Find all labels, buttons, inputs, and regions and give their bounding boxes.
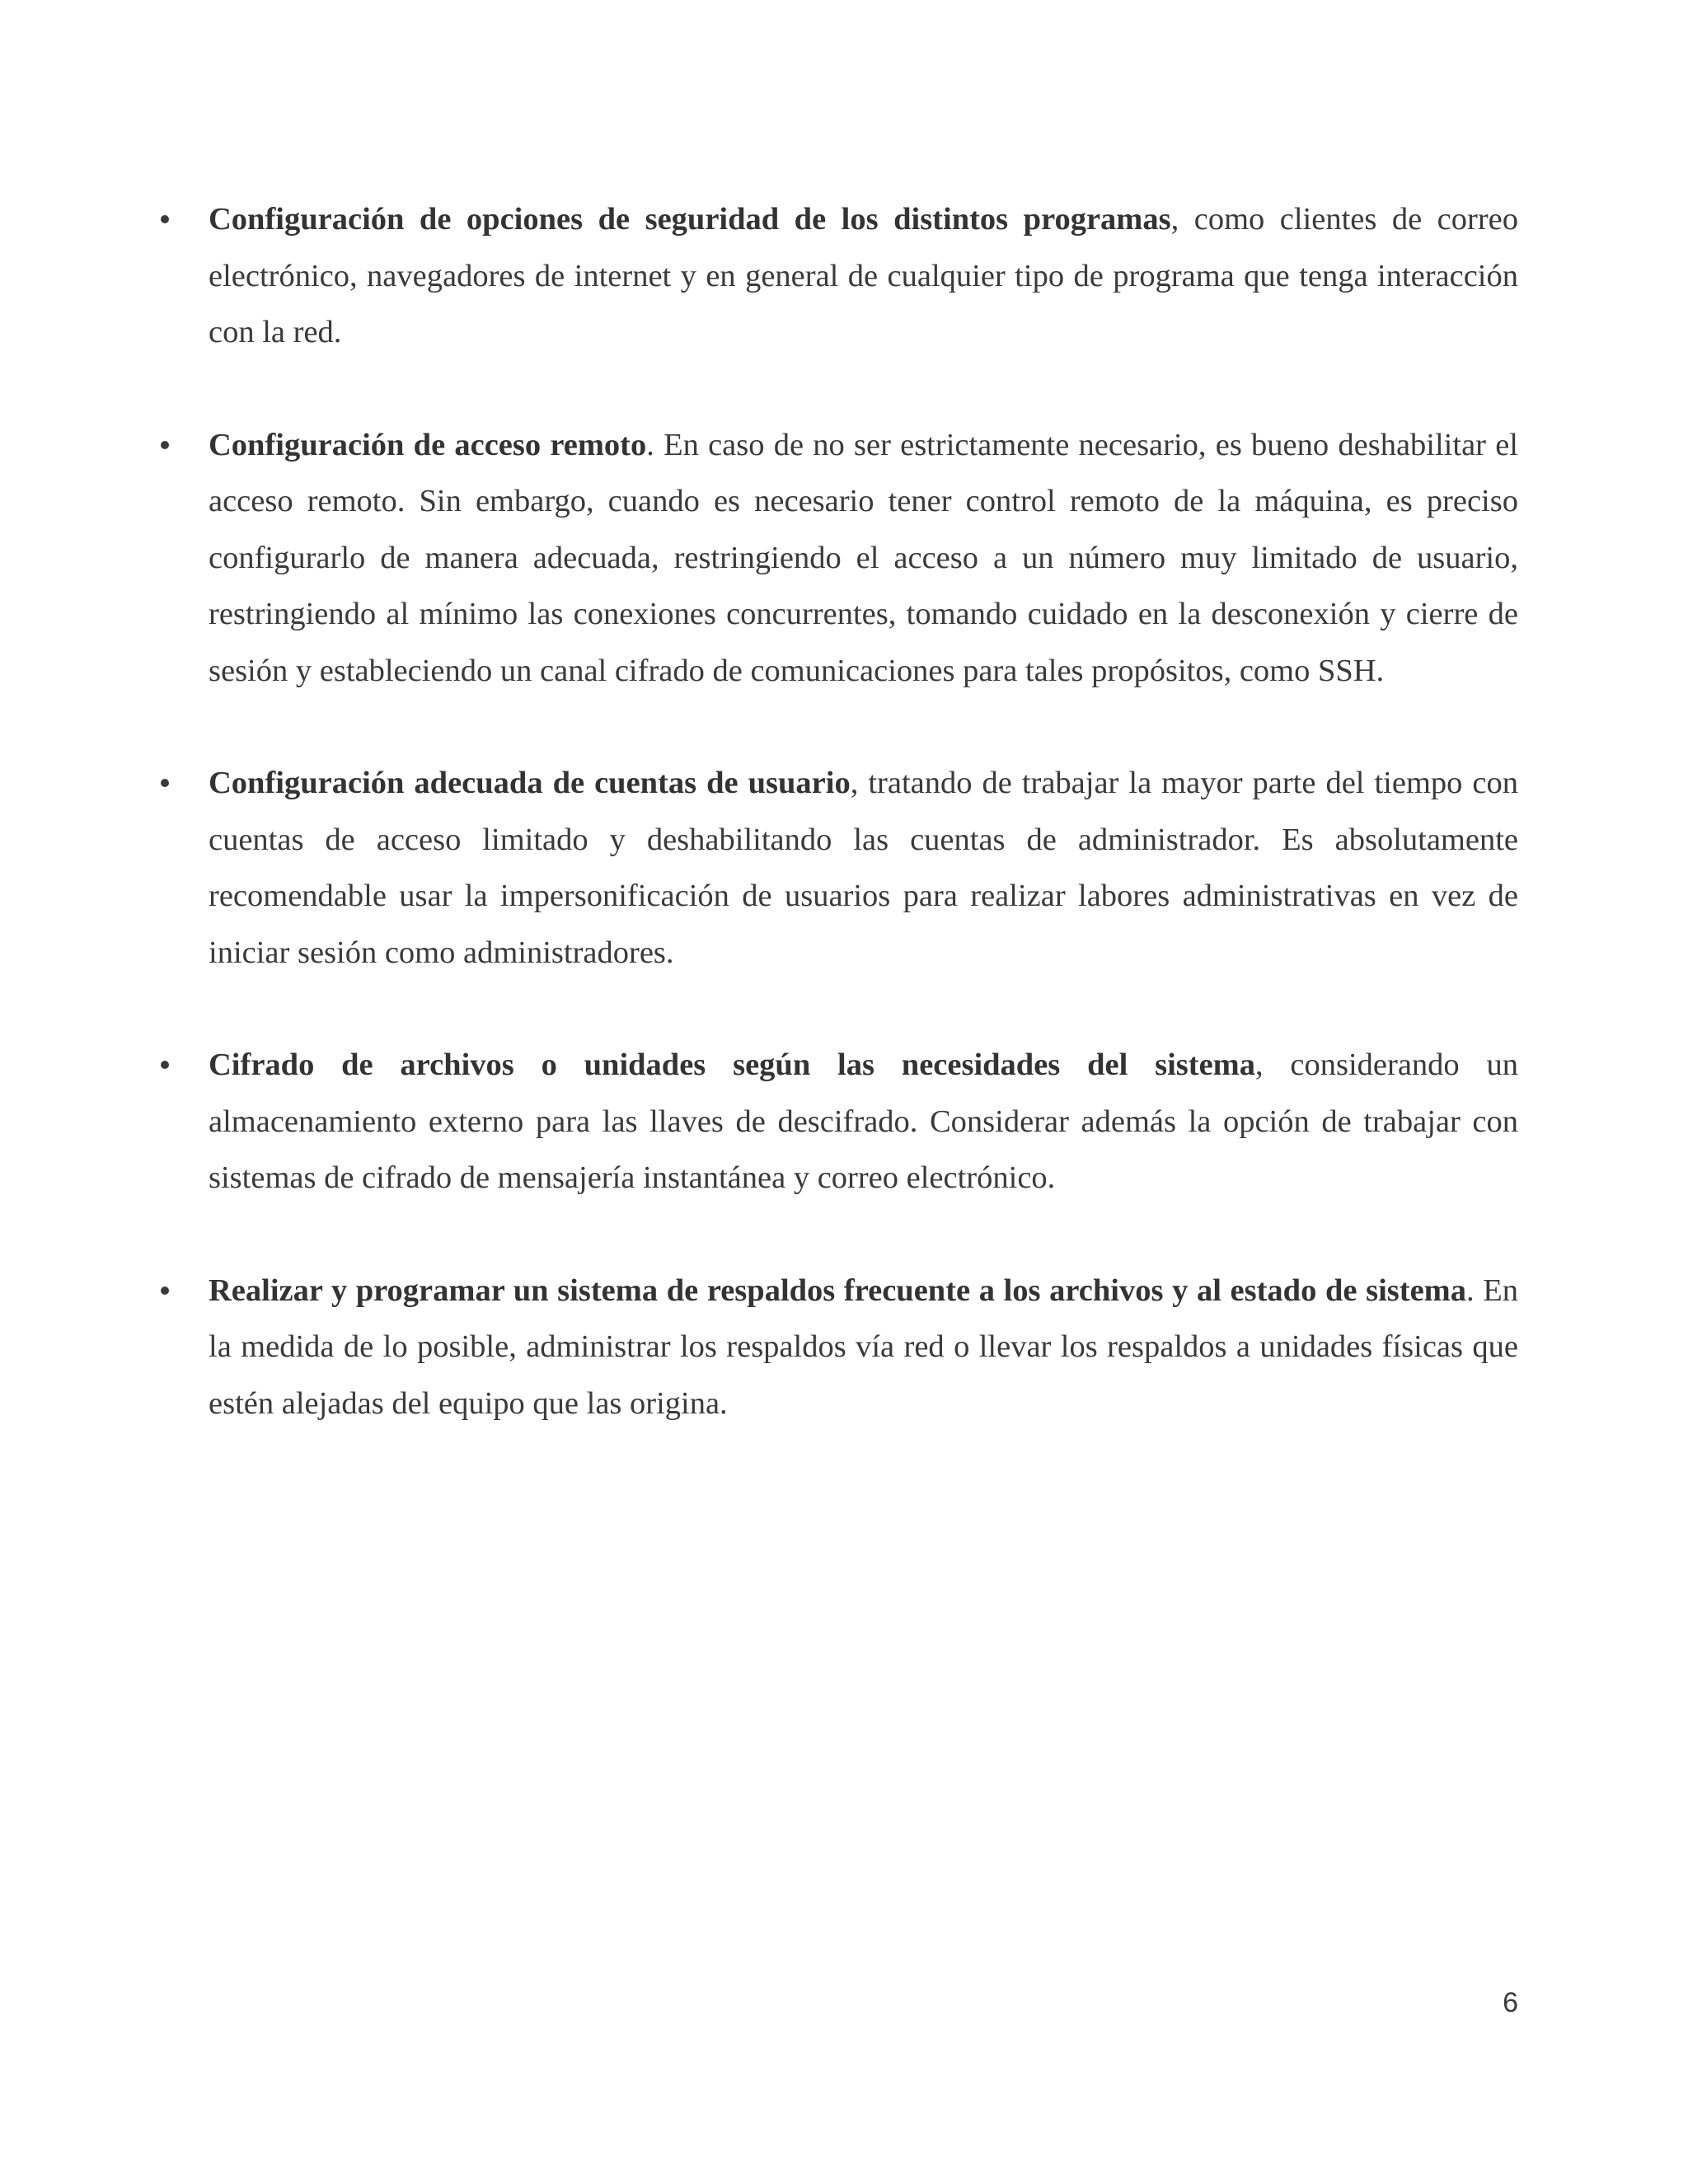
list-item — [157, 1263, 1518, 1432]
item-heading: Configuración de opciones de seguridad de los distintos programas — [209, 202, 1171, 237]
list-item — [157, 1037, 1518, 1207]
bullet-icon — [159, 755, 171, 812]
item-text: , tratando de trabajar la mayor parte del tiempo con cuentas de acceso limitado y deshabilitando las cuentas de administrador. Es absolutamente recomendable usar la impersonificación de usuarios para realizar labores administrativas en vez de iniciar sesión como administradores. — [209, 766, 1518, 970]
bullet-icon — [159, 1263, 171, 1319]
item-text: . En la medida de lo posible, administrar los respaldos vía red o llevar los respaldos a unidades físicas que estén alejadas del equipo que las origina. — [209, 1272, 1518, 1421]
list-item — [157, 417, 1518, 700]
item-text: , como clientes de correo electrónico, navegadores de internet y en general de cualquier tipo de programa que tenga interacción con la red. — [209, 202, 1518, 349]
item-heading: Cifrado de archivos o unidades según las necesidades del sistema — [209, 1047, 1255, 1082]
bullet-icon — [159, 191, 171, 248]
item-heading: Realizar y programar un sistema de respaldos frecuente a los archivos y al estado de sistema — [209, 1272, 1466, 1308]
item-heading: Configuración adecuada de cuentas de usuario — [209, 766, 851, 800]
list-item — [157, 191, 1518, 361]
bullet-icon — [159, 417, 171, 474]
bullet-list — [157, 191, 1518, 1488]
page-number: 6 — [1503, 1987, 1518, 2018]
item-text: , considerando un almacenamiento externo para las llaves de descifrado. Considerar además la opción de trabajar con sistemas de cifrado de mensajería instantánea y correo electrónico. — [209, 1047, 1518, 1195]
item-heading: Configuración de acceso remoto — [209, 427, 647, 462]
bullet-icon — [159, 1037, 171, 1094]
list-item — [157, 755, 1518, 981]
item-text: . En caso de no ser estrictamente necesario, es bueno deshabilitar el acceso remoto. Sin embargo, cuando es necesario tener control remoto de la máquina, es preciso configurarlo de manera adecuada, restringiendo el acceso a un número muy limitado de usuario, restringiendo al mínimo las conexiones concurrentes, tomando cuidado en la desconexión y cierre de sesión y estableciendo un canal cifrado de comunicaciones para tales propósitos, como SSH. — [209, 427, 1518, 688]
